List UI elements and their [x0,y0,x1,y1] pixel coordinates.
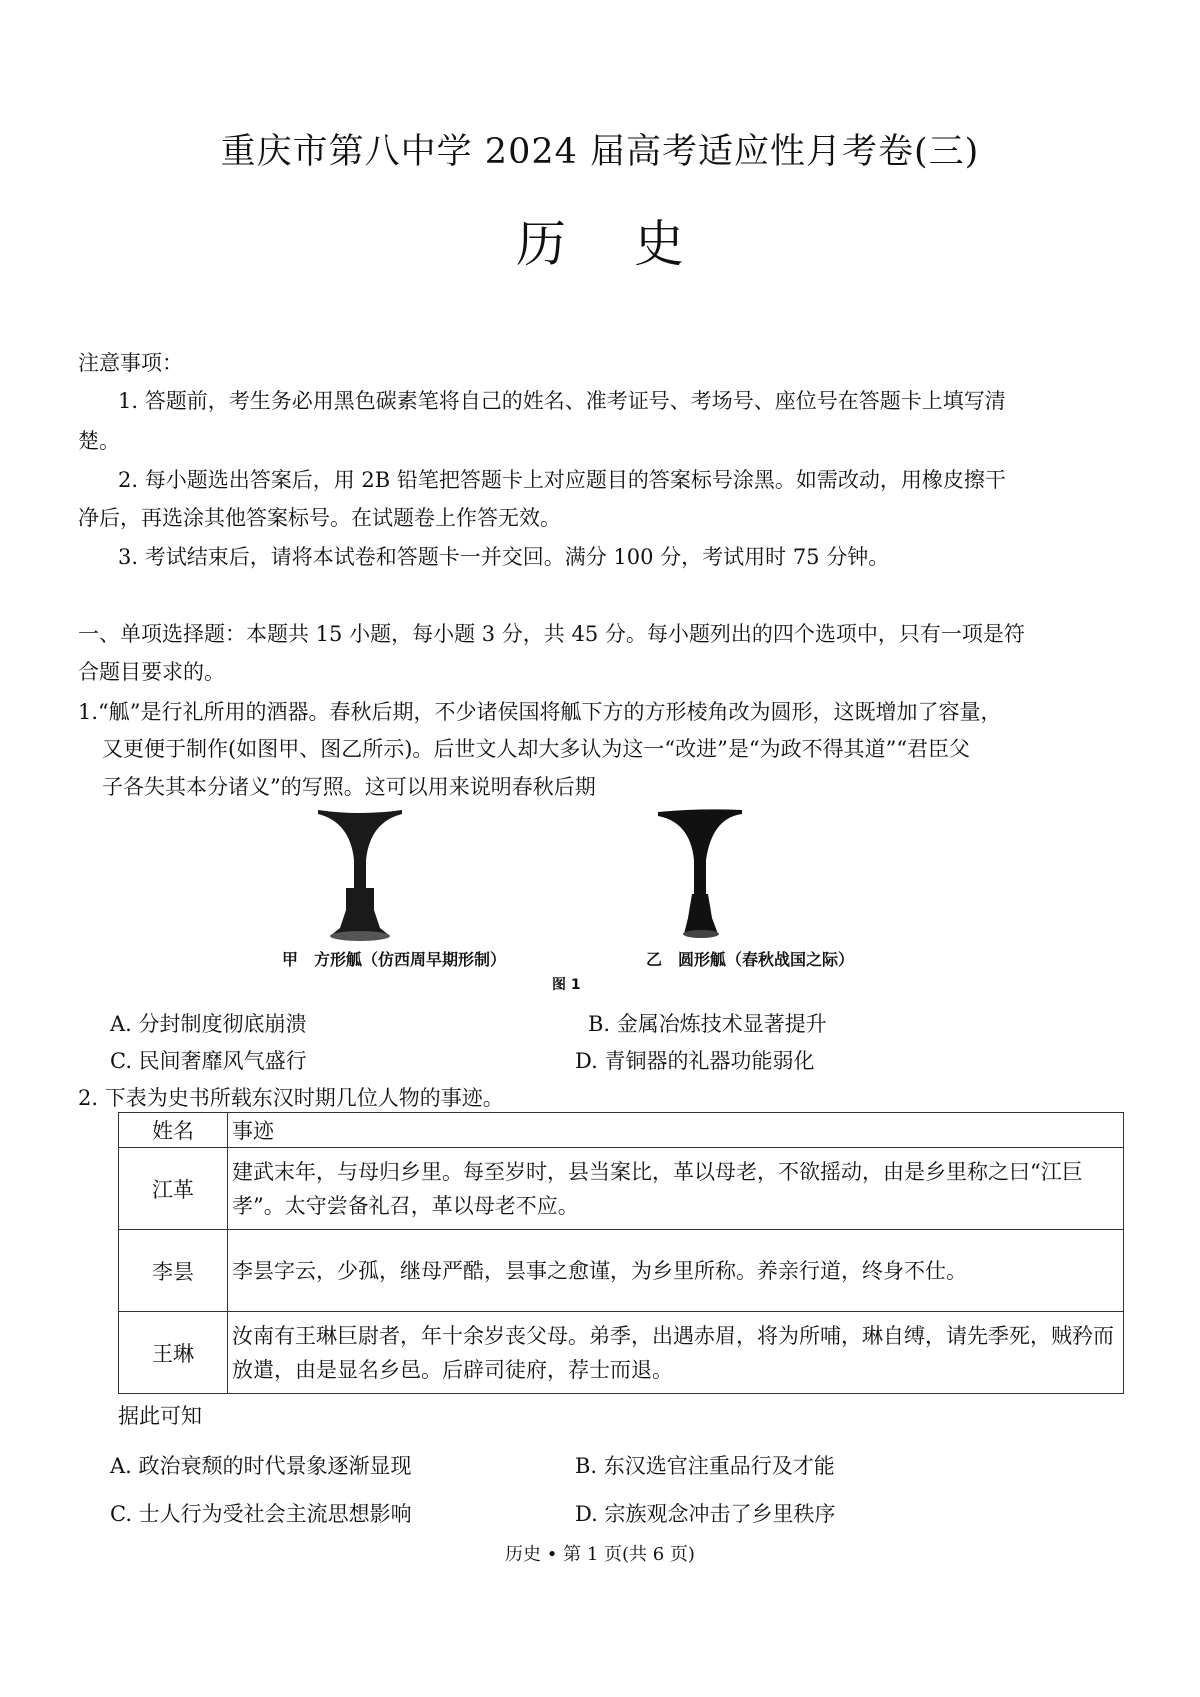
figure-caption-right: 乙 圆形觚（春秋战国之际） [646,950,855,969]
table-cell-deed: 建武末年，与母归乡里。每至岁时，县当案比，革以母老，不欲摇动，由是乡里称之曰“江巨孝”。太守尝备礼召，革以母老不应。 [228,1148,1124,1230]
question-2-option-a: A. 政治衰颓的时代景象逐渐显现 [110,1454,412,1478]
question-1-stem-line-3: 子各失其本分诸义”的写照。这可以用来说明春秋后期 [102,775,596,799]
table-row [119,1312,1124,1394]
round-gu-vessel-image [658,809,742,938]
page-footer: 历史 • 第 1 页(共 6 页) [505,1544,695,1565]
table-row [119,1230,1124,1312]
figure-number: 图 1 [552,977,581,993]
question-1-stem-line-2: 又更便于制作(如图甲、图乙所示)。后世文人却大多认为这一“改进”是“为政不得其道”“君臣父 [102,737,971,761]
historical-figures-table [118,1112,1124,1394]
notice-item-1-line-2: 楚。 [78,429,120,453]
notice-item-1-line-1: 1. 答题前，考生务必用黑色碳素笔将自己的姓名、准考证号、考场号、座位号在答题卡上填写清 [118,389,1006,413]
figure-caption-left: 甲 方形觚（仿西周早期形制） [282,950,507,969]
question-1-option-c: C. 民间奢靡风气盛行 [110,1049,307,1073]
question-2-option-d: D. 宗族观念冲击了乡里秩序 [575,1502,836,1526]
question-1-option-d: D. 青铜器的礼器功能弱化 [575,1049,815,1073]
table-cell-deed: 汝南有王琳巨尉者，年十余岁丧父母。弟季，出遇赤眉，将为所哺，琳自缚，请先季死，贼矜而放遣，由是显名乡邑。后辟司徒府，荐士而退。 [228,1312,1124,1394]
subject-title: 历 史 [516,215,710,273]
question-1-option-a: A. 分封制度彻底崩溃 [110,1012,307,1036]
question-2-option-b: B. 东汉选官注重品行及才能 [575,1454,835,1478]
table-cell-name: 李昙 [119,1230,228,1312]
exam-title: 重庆市第八中学 2024 届高考适应性月考卷(三) [220,132,980,172]
table-header-deeds: 事迹 [228,1113,1124,1148]
question-1-stem-line-1: 1.“觚”是行礼所用的酒器。春秋后期，不少诸侯国将觚下方的方形棱角改为圆形，这既增加了容量， [78,700,1002,724]
table-row [119,1148,1124,1230]
table-header-row [119,1113,1124,1148]
notice-item-2-line-2: 净后，再选涂其他答案标号。在试题卷上作答无效。 [78,506,561,530]
table-cell-deed: 李昙字云，少孤，继母严酷，昙事之愈谨，为乡里所称。养亲行道，终身不仕。 [228,1230,1124,1312]
question-1-option-b: B. 金属冶炼技术显著提升 [588,1012,827,1036]
notice-item-2-line-1: 2. 每小题选出答案后，用 2B 铅笔把答题卡上对应题目的答案标号涂黑。如需改动，用橡皮擦干 [118,468,1006,492]
question-2-option-c: C. 士人行为受社会主流思想影响 [110,1502,412,1526]
notice-heading: 注意事项： [78,351,183,375]
table-cell-name: 王琳 [119,1312,228,1394]
table-header-name: 姓名 [119,1113,228,1148]
square-gu-vessel-image [318,810,402,941]
question-2-prompt: 据此可知 [118,1404,202,1428]
section-1-instruction-line-1: 一、单项选择题：本题共 15 小题，每小题 3 分，共 45 分。每小题列出的四个选项中，只有一项是符 [78,622,1025,646]
question-2-stem: 2. 下表为史书所载东汉时期几位人物的事迹。 [78,1086,504,1110]
section-1-instruction-line-2: 合题目要求的。 [78,660,225,684]
table-cell-name: 江革 [119,1148,228,1230]
notice-item-3: 3. 考试结束后，请将本试卷和答题卡一并交回。满分 100 分，考试用时 75 分钟。 [118,545,890,569]
